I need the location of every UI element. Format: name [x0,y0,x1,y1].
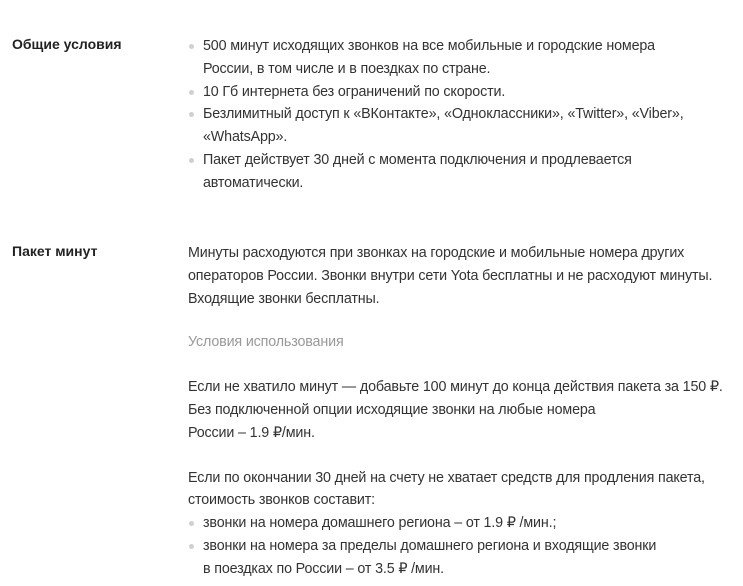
list-item [188,512,723,535]
list-item-text: России, в том числе и в поездках по стране. [203,60,491,77]
list-item-text: 500 минут исходящих звонков на все мобильные и городские номера [203,38,655,54]
text-line: Если не хватило минут — добавьте 100 минут до конца действия пакета за 150 ₽. [188,379,723,396]
list-item-text: звонки на номера домашнего региона – от 1.9 ₽ /мин.; [203,515,557,532]
list-item-text: в поездках по России – от 3.5 ₽ /мин. [203,560,444,577]
minutes-para1 [188,376,723,444]
list-item-text: Безлимитный доступ к «ВКонтакте», «Одноклассники», «Twitter», «Viber», [203,106,684,123]
list-item [188,535,723,581]
general-conditions-list [188,35,684,195]
minutes-package-content [188,242,723,581]
text-line: Минуты расходуются при звонках на городские и мобильные номера других [188,245,685,261]
text-line: Входящие звонки бесплатны. [188,290,380,307]
general-conditions-label: Общие условия [12,36,122,52]
minutes-intro [188,242,723,310]
text-line: стоимость звонков составит: [188,492,375,509]
list-item [188,81,684,104]
minutes-package-label: Пакет минут [12,243,98,259]
list-item-text: автоматически. [203,174,304,191]
terms-of-use-link[interactable]: Условия использования [188,334,344,351]
list-item-text: «WhatsApp». [203,129,288,146]
list-item [188,103,684,149]
list-item-text: Пакет действует 30 дней с момента подключения и продлевается [203,151,632,168]
list-item-text: звонки на номера за пределы домашнего региона и входящие звонки [203,537,657,554]
text-line: России – 1.9 ₽/мин. [188,424,315,441]
text-line: Если по окончании 30 дней на счету не хватает средств для продления пакета, [188,469,705,486]
call-rates-list [188,512,723,580]
list-item [188,149,684,195]
text-line: операторов России. Звонки внутри сети Yota бесплатны и не расходуют минуты. [188,267,713,284]
list-item [188,35,684,81]
list-item-text: 10 Гб интернета без ограничений по скорости. [203,83,506,100]
text-line: Без подключенной опции исходящие звонки на любые номера [188,401,596,418]
minutes-para2 [188,467,723,513]
